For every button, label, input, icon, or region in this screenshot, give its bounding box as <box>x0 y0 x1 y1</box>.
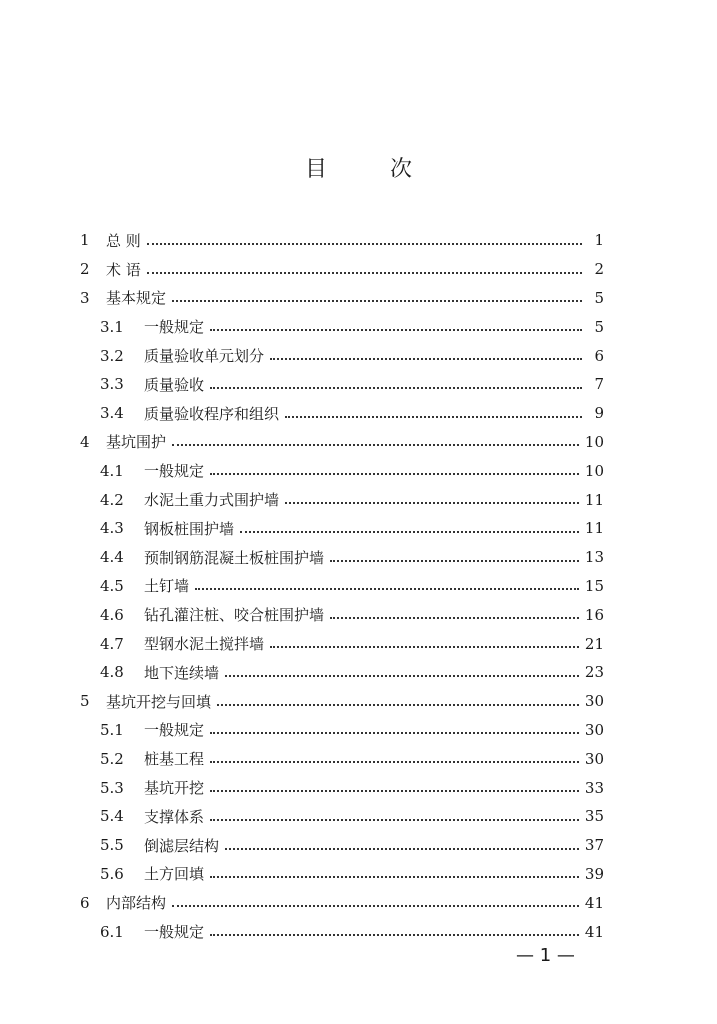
toc-entry-number: 4.4 <box>100 548 124 567</box>
toc-entry-title: 质量验收 <box>144 375 205 394</box>
toc-entry <box>80 831 604 860</box>
page-number: — 1 — <box>516 945 575 966</box>
toc-entry-page: 11 <box>584 490 604 509</box>
toc-entry <box>80 514 604 543</box>
toc-entry-page: 9 <box>594 404 604 423</box>
toc-entry-number: 5.5 <box>100 836 124 855</box>
toc-entry-number: 6.1 <box>100 922 124 941</box>
toc-dot-leader <box>172 443 579 446</box>
toc-entry-title: 基坑围护 <box>106 433 167 452</box>
toc-entry-page: 35 <box>584 807 604 826</box>
toc-entry <box>80 370 604 399</box>
toc-dot-leader <box>172 299 582 302</box>
toc-entry-title: 桩基工程 <box>144 750 205 769</box>
toc-entry-number: 4.7 <box>100 634 124 653</box>
toc-dot-leader <box>147 271 582 274</box>
toc-entry-page: 7 <box>594 375 604 394</box>
toc-entry <box>80 572 604 601</box>
toc-entry-title: 质量验收单元划分 <box>144 347 265 366</box>
toc-entry-number: 5.4 <box>100 807 124 826</box>
toc-entry <box>80 341 604 370</box>
toc-entry-number: 4.8 <box>100 663 124 682</box>
toc-entry-page: 5 <box>594 317 604 336</box>
toc-entry-number: 3.2 <box>100 346 124 365</box>
toc-dot-leader <box>225 674 579 677</box>
toc-entry-page: 30 <box>584 692 604 711</box>
table-of-contents <box>80 226 604 946</box>
toc-dot-leader <box>210 472 579 475</box>
toc-entry-title: 质量验收程序和组织 <box>144 404 280 423</box>
toc-entry-title: 一般规定 <box>144 318 205 337</box>
toc-entry <box>80 485 604 514</box>
toc-entry-number: 5.2 <box>100 749 124 768</box>
page-title: 目 次 <box>305 157 440 182</box>
toc-entry-page: 37 <box>584 836 604 855</box>
toc-entry-title: 术 语 <box>106 260 141 279</box>
toc-entry-page: 13 <box>584 548 604 567</box>
toc-entry-page: 39 <box>584 864 604 883</box>
toc-entry-title: 地下连续墙 <box>144 663 220 682</box>
toc-entry-page: 2 <box>594 260 604 279</box>
toc-dot-leader <box>195 587 579 590</box>
toc-dot-leader <box>217 703 579 706</box>
toc-entry-title: 钻孔灌注桩、咬合桩围护墙 <box>144 606 325 625</box>
toc-entry-number: 5 <box>80 692 90 711</box>
toc-entry-title: 基本规定 <box>106 289 167 308</box>
toc-entry-number: 3.1 <box>100 317 124 336</box>
toc-entry-title: 钢板桩围护墙 <box>144 519 235 538</box>
toc-entry-title: 总 则 <box>106 231 141 250</box>
toc-dot-leader <box>225 847 579 850</box>
toc-entry-title: 一般规定 <box>144 923 205 942</box>
toc-entry-title: 支撑体系 <box>144 807 205 826</box>
toc-dot-leader <box>147 242 582 245</box>
toc-entry-page: 33 <box>584 778 604 797</box>
toc-entry <box>80 860 604 889</box>
toc-dot-leader <box>240 530 579 533</box>
toc-entry-page: 11 <box>584 519 604 538</box>
toc-entry-page: 1 <box>594 231 604 250</box>
toc-entry <box>80 744 604 773</box>
toc-entry-number: 5.1 <box>100 720 124 739</box>
toc-entry <box>80 255 604 284</box>
toc-entry <box>80 716 604 745</box>
toc-dot-leader <box>210 328 582 331</box>
toc-entry-number: 1 <box>80 231 90 250</box>
toc-entry-page: 23 <box>584 663 604 682</box>
toc-entry <box>80 226 604 255</box>
toc-dot-leader <box>285 501 579 504</box>
toc-entry-number: 4.2 <box>100 490 124 509</box>
toc-entry-page: 30 <box>584 720 604 739</box>
toc-entry-title: 一般规定 <box>144 462 205 481</box>
toc-entry-number: 4.6 <box>100 605 124 624</box>
toc-entry-number: 3 <box>80 288 90 307</box>
toc-entry-page: 41 <box>584 922 604 941</box>
toc-entry-page: 30 <box>584 749 604 768</box>
toc-entry-page: 41 <box>584 893 604 912</box>
toc-entry-number: 5.6 <box>100 864 124 883</box>
toc-dot-leader <box>270 645 579 648</box>
toc-entry-page: 10 <box>584 461 604 480</box>
toc-entry-title: 基坑开挖 <box>144 779 205 798</box>
toc-entry-number: 4.3 <box>100 519 124 538</box>
toc-entry-title: 土方回填 <box>144 865 205 884</box>
toc-entry-number: 5.3 <box>100 778 124 797</box>
toc-dot-leader <box>270 357 582 360</box>
toc-dot-leader <box>210 789 579 792</box>
toc-entry-page: 5 <box>594 288 604 307</box>
toc-entry-number: 3.3 <box>100 375 124 394</box>
toc-entry-title: 内部结构 <box>106 894 167 913</box>
toc-entry-number: 6 <box>80 893 90 912</box>
toc-entry-title: 土钉墙 <box>144 577 190 596</box>
toc-entry-title: 一般规定 <box>144 721 205 740</box>
toc-entry-number: 2 <box>80 260 90 279</box>
toc-entry <box>80 629 604 658</box>
toc-entry-page: 10 <box>584 432 604 451</box>
toc-entry <box>80 543 604 572</box>
toc-entry-page: 21 <box>584 634 604 653</box>
toc-entry <box>80 773 604 802</box>
toc-entry <box>80 428 604 457</box>
toc-entry-page: 6 <box>594 346 604 365</box>
toc-dot-leader <box>210 933 579 936</box>
toc-entry-title: 倒滤层结构 <box>144 836 220 855</box>
toc-entry <box>80 600 604 629</box>
toc-dot-leader <box>210 818 579 821</box>
toc-entry <box>80 284 604 313</box>
toc-dot-leader <box>172 904 579 907</box>
toc-entry-title: 型钢水泥土搅拌墙 <box>144 635 265 654</box>
toc-entry-page: 15 <box>584 576 604 595</box>
toc-entry-number: 4.5 <box>100 576 124 595</box>
toc-entry <box>80 456 604 485</box>
toc-entry-number: 3.4 <box>100 404 124 423</box>
toc-entry <box>80 802 604 831</box>
toc-entry-title: 水泥土重力式围护墙 <box>144 491 280 510</box>
toc-dot-leader <box>210 386 582 389</box>
toc-dot-leader <box>210 875 579 878</box>
toc-entry <box>80 888 604 917</box>
toc-entry-number: 4 <box>80 432 90 451</box>
toc-dot-leader <box>210 760 579 763</box>
toc-entry <box>80 658 604 687</box>
toc-dot-leader <box>210 731 579 734</box>
toc-entry <box>80 687 604 716</box>
toc-dot-leader <box>330 559 579 562</box>
toc-entry <box>80 399 604 428</box>
toc-entry-number: 4.1 <box>100 461 124 480</box>
toc-entry <box>80 917 604 946</box>
toc-dot-leader <box>285 415 582 418</box>
toc-dot-leader <box>330 616 579 619</box>
toc-entry-title: 预制钢筋混凝土板桩围护墙 <box>144 548 325 567</box>
toc-entry-page: 16 <box>584 605 604 624</box>
toc-entry <box>80 312 604 341</box>
toc-entry-title: 基坑开挖与回填 <box>106 692 212 711</box>
